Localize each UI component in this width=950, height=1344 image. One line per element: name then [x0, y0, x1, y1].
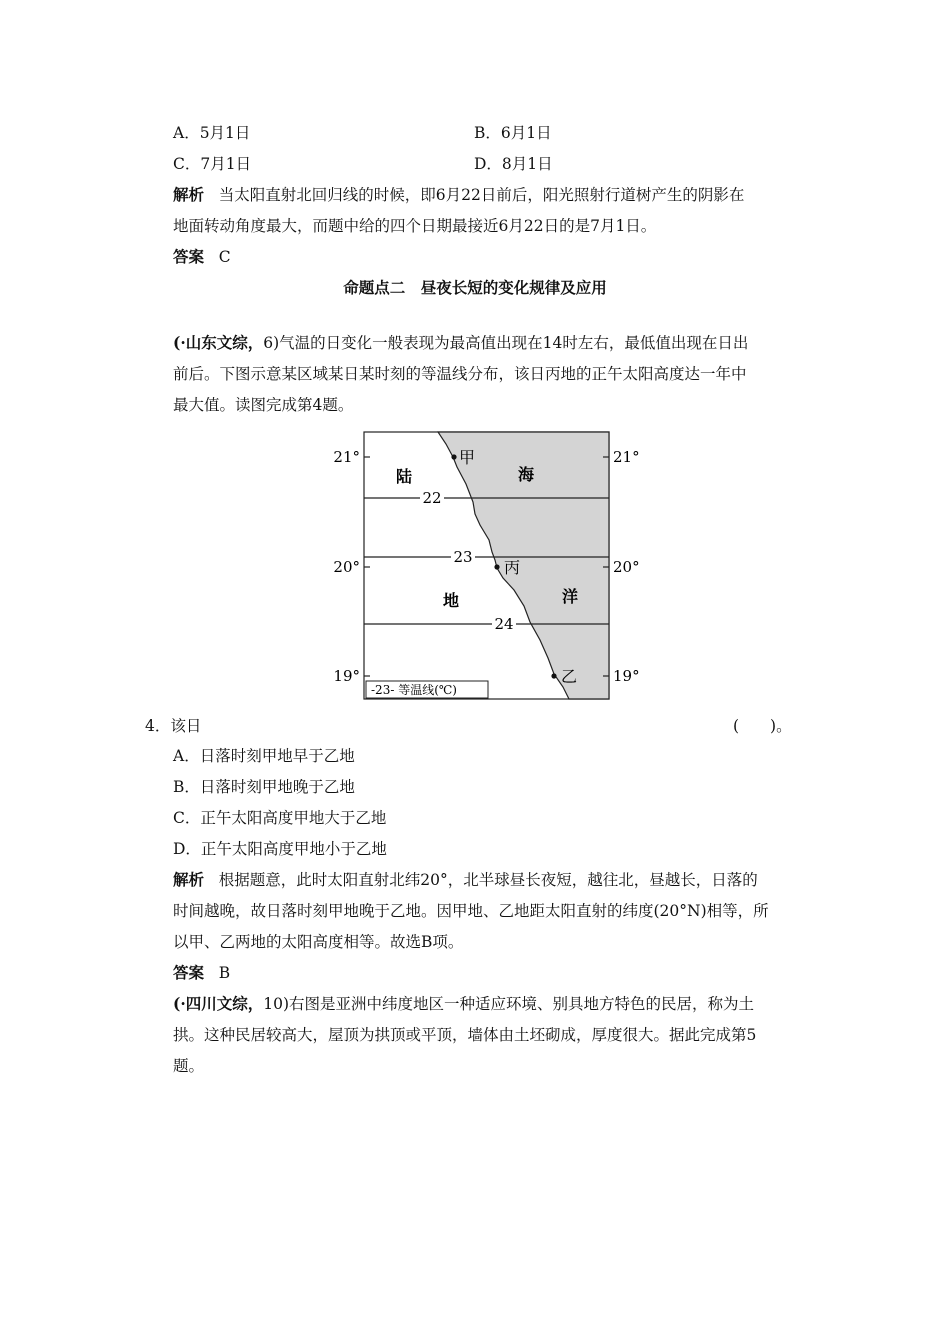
- region-label-hai: 海: [517, 465, 535, 484]
- option-d[interactable]: D．8月1日: [474, 155, 553, 173]
- isotherm-label: 22: [422, 489, 442, 507]
- option-c[interactable]: C．7月1日: [173, 155, 252, 173]
- latitude-label: 20°: [333, 558, 360, 576]
- place-label-bing: 丙: [504, 558, 521, 577]
- place-label-yi: 乙: [561, 667, 578, 686]
- analysis-text-line: 时间越晚，故日落时刻甲地晚于乙地。因甲地、乙地距太阳直射的纬度(20°N)相等，所: [173, 902, 769, 920]
- intro-text-line: 题。: [173, 1057, 205, 1075]
- analysis-label: 解析: [173, 185, 205, 204]
- analysis-text-line: 以甲、乙两地的太阳高度相等。故选B项。: [173, 933, 464, 951]
- section-title: 命题点二 昼夜长短的变化规律及应用: [343, 278, 607, 297]
- answer-value: B: [218, 964, 231, 982]
- question-intro: [173, 333, 748, 353]
- answer-label: 答案: [173, 247, 205, 266]
- analysis-paragraph: [173, 870, 758, 890]
- option-a[interactable]: A．日落时刻甲地早于乙地: [173, 747, 355, 765]
- option-d[interactable]: D．正午太阳高度甲地小于乙地: [173, 840, 387, 858]
- latitude-label: 21°: [613, 448, 640, 466]
- latitude-label: 19°: [613, 667, 640, 685]
- question-stem: 4．该日: [145, 717, 202, 735]
- map-legend: -23- 等温线(℃): [371, 683, 457, 697]
- place-point-jia: [451, 454, 456, 459]
- option-c[interactable]: C．正午太阳高度甲地大于乙地: [173, 809, 387, 827]
- latitude-label: 21°: [333, 448, 360, 466]
- intro-text-line: 前后。下图示意某区域某日某时刻的等温线分布，该日丙地的正午太阳高度达一年中: [173, 365, 747, 383]
- analysis-paragraph: [173, 185, 805, 205]
- answer-label: 答案: [173, 963, 205, 982]
- isotherm-label: 23: [453, 548, 473, 566]
- intro-text-line: 10)右图是亚洲中纬度地区一种适应环境、别具地方特色的民居，称为土: [263, 995, 755, 1013]
- analysis-text-line: 根据题意，此时太阳直射北纬20°，北半球昼长夜短，越往北，昼越长，日落的: [218, 871, 758, 889]
- answer-row: [173, 247, 231, 267]
- intro-text-line: 最大值。读图完成第4题。: [173, 396, 354, 414]
- intro-text-line: 拱。这种民居较高大，屋顶为拱顶或平顶，墙体由土坯砌成，厚度很大。据此完成第5: [173, 1026, 757, 1044]
- option-b[interactable]: B．日落时刻甲地晚于乙地: [173, 778, 355, 796]
- place-point-bing: [494, 564, 499, 569]
- question-source: (·山东文综，: [173, 333, 264, 352]
- region-label-di: 地: [442, 591, 460, 610]
- latitude-label: 20°: [613, 558, 640, 576]
- analysis-text-line: 当太阳直射北回归线的时候，即6月22日前后，阳光照射行道树产生的阴影在: [218, 186, 745, 204]
- latitude-label: 19°: [333, 667, 360, 685]
- question-source: (·四川文综，: [173, 994, 264, 1013]
- isotherm-label: 24: [494, 615, 514, 633]
- place-point-yi: [551, 673, 556, 678]
- isotherm-map: [326, 422, 646, 706]
- place-label-jia: 甲: [459, 448, 476, 467]
- intro-text-line: 6)气温的日变化一般表现为最高值出现在14时左右，最低值出现在日出: [263, 334, 749, 352]
- region-label-lu: 陆: [395, 467, 413, 486]
- answer-bracket[interactable]: ( )。: [733, 717, 792, 735]
- question-intro: [173, 994, 754, 1014]
- region-label-yang: 洋: [561, 587, 579, 606]
- option-a[interactable]: A．5月1日: [173, 124, 251, 142]
- answer-row: [173, 963, 230, 983]
- answer-value: C: [218, 248, 231, 266]
- analysis-text-line: 地面转动角度最大，而题中给的四个日期最接近6月22日的是7月1日。: [173, 217, 657, 235]
- option-b[interactable]: B．6月1日: [474, 124, 552, 142]
- analysis-label: 解析: [173, 870, 205, 889]
